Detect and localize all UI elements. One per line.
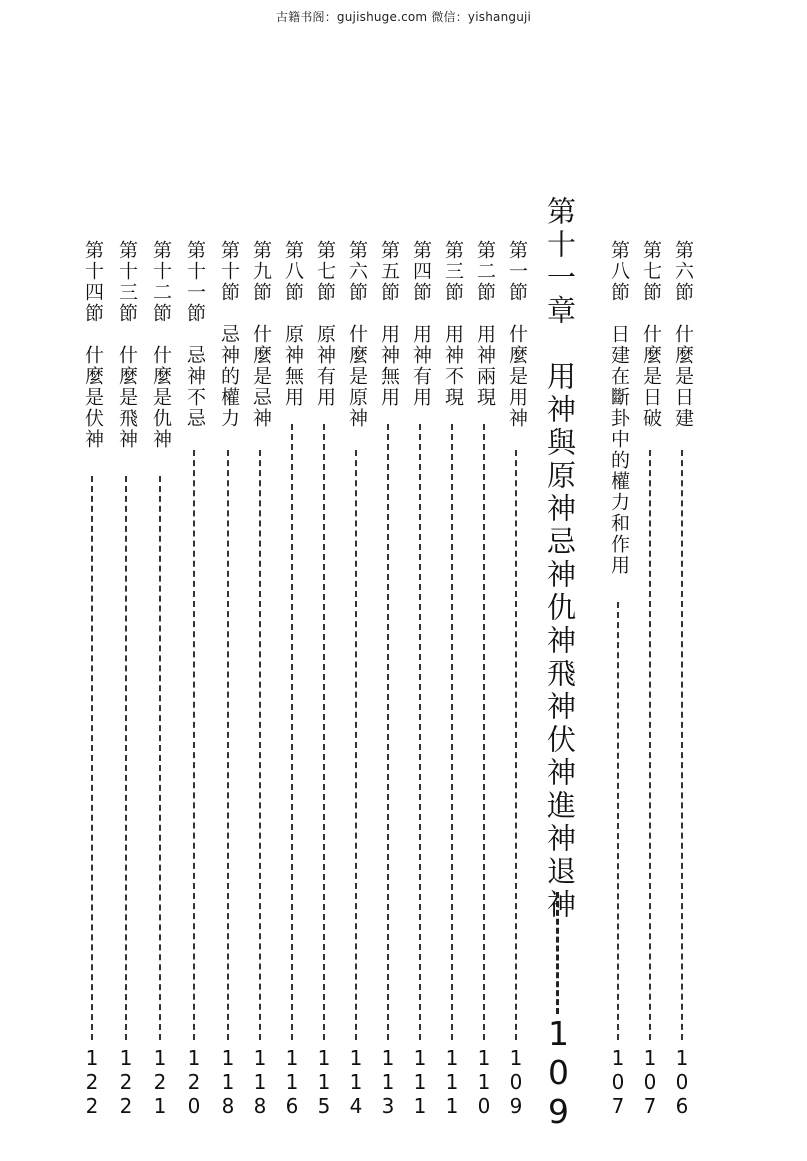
toc-entry-text: 第十二節 什麼是仇神 [150, 240, 172, 450]
toc-page-number: 116 [280, 1046, 304, 1118]
chapter-heading [536, 196, 580, 1131]
leader-dots [419, 424, 421, 1040]
leader-dots [259, 450, 261, 1040]
toc-entry-text: 第五節 用神無用 [378, 240, 400, 408]
leader-dots [291, 424, 293, 1040]
leader-dots [649, 450, 651, 1040]
toc-page-number: 111 [408, 1046, 432, 1118]
toc-entry [374, 240, 402, 1120]
leader-dots [355, 450, 357, 1040]
toc-entry [406, 240, 434, 1120]
toc-entry-text: 第九節 什麼是忌神 [250, 240, 272, 429]
toc-entry-text: 第八節 日建在斷卦中的權力和作用 [608, 240, 630, 576]
toc-entry [278, 240, 306, 1120]
toc-entry-text: 第十四節 什麼是伏神 [82, 240, 104, 450]
toc-entry-text: 第十節 忌神的權力 [218, 240, 240, 429]
toc-entry-text: 第三節 用神不現 [442, 240, 464, 408]
toc-page-number: 122 [114, 1046, 138, 1118]
toc-entry [246, 240, 274, 1120]
toc-entry [310, 240, 338, 1120]
toc-page-number: 120 [182, 1046, 206, 1118]
toc-entry-text: 第十三節 什麼是飛神 [116, 240, 138, 450]
toc-page-number: 114 [344, 1046, 368, 1118]
toc-page-number: 107 [638, 1046, 662, 1118]
toc-page-number: 118 [216, 1046, 240, 1118]
toc-page-number: 111 [440, 1046, 464, 1118]
toc-entry-text: 第八節 原神無用 [282, 240, 304, 408]
chapter-leader-dots [556, 892, 559, 1014]
toc-page-number: 109 [504, 1046, 528, 1118]
toc-entry [78, 240, 106, 1120]
toc-entry-text: 第一節 什麼是用神 [506, 240, 528, 429]
leader-dots [483, 424, 485, 1040]
toc-page-number: 115 [312, 1046, 336, 1118]
toc-entry [502, 240, 530, 1120]
leader-dots [159, 476, 161, 1040]
toc-entry [214, 240, 242, 1120]
toc-page-number: 122 [80, 1046, 104, 1118]
toc-entry [180, 240, 208, 1120]
chapter-page-number: 109 [539, 1014, 578, 1131]
chapter-title: 第十一章 用神與原神忌神仇神飛神伏神進神退神 [543, 196, 577, 922]
toc-entry-text: 第二節 用神兩現 [474, 240, 496, 408]
toc-entry [636, 240, 664, 1120]
toc-entry [604, 240, 632, 1120]
leader-dots [617, 602, 619, 1040]
leader-dots [515, 450, 517, 1040]
toc-page-number: 110 [472, 1046, 496, 1118]
toc-entry [342, 240, 370, 1120]
toc-entry-text: 第四節 用神有用 [410, 240, 432, 408]
leader-dots [91, 476, 93, 1040]
toc-entry [470, 240, 498, 1120]
toc-entry [112, 240, 140, 1120]
toc-page-number: 106 [670, 1046, 694, 1118]
toc-page-number: 107 [606, 1046, 630, 1118]
leader-dots [193, 450, 195, 1040]
toc-entry-text: 第十一節 忌神不忌 [184, 240, 206, 429]
leader-dots [227, 450, 229, 1040]
leader-dots [387, 424, 389, 1040]
toc-entry-text: 第六節 什麼是原神 [346, 240, 368, 429]
toc-entry [438, 240, 466, 1120]
toc-entry-text: 第六節 什麼是日建 [672, 240, 694, 429]
leader-dots [323, 424, 325, 1040]
toc-page-number: 113 [376, 1046, 400, 1118]
toc-entry [146, 240, 174, 1120]
leader-dots [681, 450, 683, 1040]
toc-page-number: 118 [248, 1046, 272, 1118]
toc-entry [668, 240, 696, 1120]
toc-entry-text: 第七節 什麼是日破 [640, 240, 662, 429]
leader-dots [451, 424, 453, 1040]
toc-entry-text: 第七節 原神有用 [314, 240, 336, 408]
toc-page-number: 121 [148, 1046, 172, 1118]
leader-dots [125, 476, 127, 1040]
watermark-header: 古籍书阁：gujishuge.com 微信：yishanguji [275, 10, 532, 24]
